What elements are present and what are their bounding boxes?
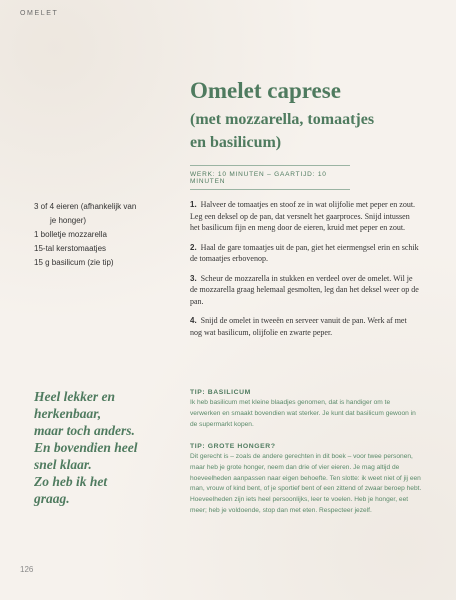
tip-title: TIP: BASILICUM bbox=[190, 389, 251, 396]
method-steps bbox=[190, 199, 420, 346]
quote-line: herkenbaar, bbox=[34, 406, 102, 421]
ingredient-item: 15-tal kerstomaatjes bbox=[34, 244, 107, 253]
step-number: 2. bbox=[190, 242, 197, 252]
quote-line: graag. bbox=[34, 491, 70, 506]
ingredient-item: 1 bolletje mozzarella bbox=[34, 230, 107, 239]
recipe-subtitle bbox=[190, 108, 430, 154]
quote-line: En bovendien heel bbox=[34, 440, 138, 455]
method-step bbox=[190, 199, 420, 234]
ingredient-item: 3 of 4 eieren (afhankelijk van bbox=[34, 202, 137, 211]
subtitle-line: en basilicum) bbox=[190, 134, 282, 151]
subtitle-line: (met mozzarella, tomaatjes bbox=[190, 111, 375, 128]
step-text: Halveer de tomaatjes en stoof ze in wat olijfolie met peper en zout. Leg een deksel op de pan, dat versnelt het gaarproces. Snijd intussen het basilicum fijn en meng door de eieren, kruid met peper en zout. bbox=[190, 200, 416, 232]
method-step bbox=[190, 315, 420, 338]
pull-quote bbox=[34, 388, 174, 507]
ingredient-item-continuation: je honger) bbox=[50, 216, 87, 225]
step-number: 1. bbox=[190, 200, 197, 209]
tip-title: TIP: GROTE HONGER? bbox=[190, 442, 276, 450]
step-text: Snijd de omelet in tweeën en serveer vanuit de pan. Werk af met nog wat basilicum, olijfolie en zwarte peper. bbox=[190, 316, 407, 337]
step-number: 3. bbox=[190, 273, 197, 283]
page-number: 126 bbox=[20, 565, 34, 574]
ingredient-item: 15 g basilicum (zie tip) bbox=[34, 258, 114, 267]
tip-body: Dit gerecht is – zoals de andere gerechten in dit boek – voor twee personen, maar heb je grote honger, neem dan drie of vier eieren. Je mag altijd de hoeveelheden aanpassen naar eigen behoefte. Ten slotte: ik weet niet of jij een man, vrouw of kind bent, of je sportief bent of een zittend of zwaar beroep hebt. Hoeveelheden zijn iets heel persoonlijks, leer te voelen. Heb je honger, eet meer; heb je voldoende, stop dan met eten. Respecteer jezelf. bbox=[190, 452, 422, 515]
step-text: Haal de gare tomaatjes uit de pan, giet het eiermengsel erin en schik de tomaatjes erbovenop. bbox=[190, 242, 419, 263]
method-step bbox=[190, 273, 420, 308]
section-label: OMELET bbox=[20, 10, 59, 17]
step-text: Scheur de mozzarella in stukken en verdeel over de omelet. Wil je de mozzarella graag helemaal gesmolten, leg dan het deksel weer op de pan. bbox=[190, 273, 419, 306]
method-step bbox=[190, 242, 420, 265]
tip-body: Ik heb basilicum met kleine blaadjes genomen, dat is handiger om te verwerken en smaakt bovendien wat sterker. Je kunt dat basilicum gewoon in de supermarkt kopen. bbox=[190, 399, 416, 428]
quote-line: snel klaar. bbox=[34, 457, 92, 472]
ingredients-list bbox=[34, 200, 174, 270]
recipe-title: Omelet caprese bbox=[190, 78, 341, 103]
step-number: 4. bbox=[190, 316, 197, 325]
quote-line: maar toch anders. bbox=[34, 423, 135, 438]
quote-line: Zo heb ik het bbox=[34, 474, 108, 489]
quote-line: Heel lekker en bbox=[34, 389, 115, 404]
tips-section bbox=[190, 389, 422, 529]
recipe-title-block bbox=[190, 77, 430, 154]
prep-time-meta: WERK: 10 MINUTEN – GAARTIJD: 10 MINUTEN bbox=[190, 165, 350, 190]
